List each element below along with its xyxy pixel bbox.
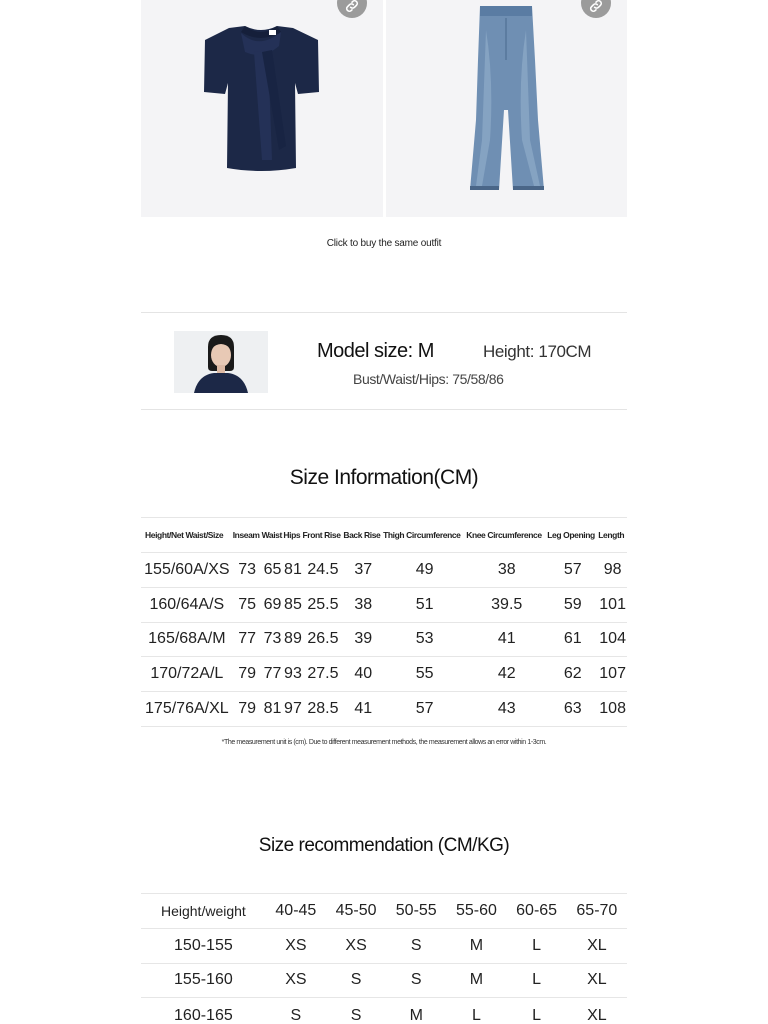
table-cell: 65 (262, 553, 284, 588)
table-cell: 37 (343, 553, 383, 588)
table-cell: XS (266, 928, 326, 963)
table-cell: 73 (233, 553, 262, 588)
product-card-jeans[interactable] (386, 0, 628, 217)
table-cell: 165/68A/M (141, 622, 233, 657)
table-cell: 24.5 (303, 553, 344, 588)
table-cell: 53 (383, 622, 466, 657)
table-row (141, 998, 627, 1024)
table-cell: 57 (547, 553, 598, 588)
model-size: Model size: M (317, 340, 434, 362)
table-row (141, 553, 627, 588)
table-cell: 155-160 (141, 963, 266, 998)
reco-table-header (141, 894, 627, 929)
header-cell: 50-55 (386, 894, 446, 929)
header-cell: Thigh Circumference (383, 518, 466, 553)
table-cell: 41 (343, 692, 383, 727)
table-row (141, 657, 627, 692)
table-cell: 97 (283, 692, 302, 727)
model-info (141, 312, 627, 410)
table-cell: 39 (343, 622, 383, 657)
table-cell: L (446, 998, 506, 1024)
table-cell: 150-155 (141, 928, 266, 963)
size-information-title: Size Information(CM) (289, 466, 479, 489)
table-cell: 39.5 (466, 587, 547, 622)
table-cell: L (507, 998, 567, 1024)
table-cell: 73 (262, 622, 284, 657)
table-cell: L (507, 963, 567, 998)
table-cell: 104 (598, 622, 627, 657)
header-cell: Front Rise (303, 518, 344, 553)
tshirt-image (141, 0, 382, 217)
table-cell: 38 (343, 587, 383, 622)
size-table-header (141, 518, 627, 553)
table-cell: 81 (262, 692, 284, 727)
table-cell: S (386, 963, 446, 998)
size-recommendation-table (141, 893, 627, 1024)
table-cell: 63 (547, 692, 598, 727)
table-cell: 79 (233, 657, 262, 692)
table-cell: 41 (466, 622, 547, 657)
table-cell: 55 (383, 657, 466, 692)
table-cell: 170/72A/L (141, 657, 233, 692)
table-cell: 77 (262, 657, 284, 692)
outfit-products (141, 0, 627, 217)
table-row (141, 622, 627, 657)
table-cell: 61 (547, 622, 598, 657)
table-cell: XL (567, 928, 627, 963)
table-cell: 62 (547, 657, 598, 692)
jeans-image (386, 0, 627, 217)
header-cell: 45-50 (326, 894, 386, 929)
table-cell: M (446, 963, 506, 998)
table-cell: 25.5 (303, 587, 344, 622)
header-cell: 40-45 (266, 894, 326, 929)
table-cell: 40 (343, 657, 383, 692)
table-cell: 43 (466, 692, 547, 727)
table-cell: 155/60A/XS (141, 553, 233, 588)
table-cell: 49 (383, 553, 466, 588)
table-cell: 57 (383, 692, 466, 727)
model-measurements: Bust/Waist/Hips: 75/58/86 (353, 371, 504, 387)
table-cell: 69 (262, 587, 284, 622)
size-information-table (141, 517, 627, 727)
table-cell: 59 (547, 587, 598, 622)
table-cell: 38 (466, 553, 547, 588)
table-cell: M (446, 928, 506, 963)
table-cell: 28.5 (303, 692, 344, 727)
header-cell: 60-65 (507, 894, 567, 929)
table-cell: 27.5 (303, 657, 344, 692)
table-cell: XL (567, 963, 627, 998)
table-cell: 160/64A/S (141, 587, 233, 622)
table-cell: 93 (283, 657, 302, 692)
model-height: Height: 170CM (483, 342, 592, 361)
table-cell: S (326, 963, 386, 998)
header-cell: Length (598, 518, 627, 553)
header-cell: Leg Opening (547, 518, 598, 553)
table-cell: 160-165 (141, 998, 266, 1024)
header-cell: Height/weight (141, 894, 266, 929)
table-row (141, 963, 627, 998)
model-photo (174, 331, 268, 393)
table-cell: XS (326, 928, 386, 963)
table-cell: 85 (283, 587, 302, 622)
size-recommendation-title: Size recommendation (CM/KG) (258, 835, 510, 856)
table-cell: 89 (283, 622, 302, 657)
table-cell: 79 (233, 692, 262, 727)
header-cell: Hips (283, 518, 302, 553)
table-cell: 75 (233, 587, 262, 622)
header-cell: Back Rise (343, 518, 383, 553)
table-cell: 107 (598, 657, 627, 692)
measurement-note: *The measurement unit is (cm). Due to different measurement methods, the measurement allows an error within 1-3cm. (221, 739, 547, 746)
table-row (141, 928, 627, 963)
table-row (141, 587, 627, 622)
table-cell: M (386, 998, 446, 1024)
table-cell: 175/76A/XL (141, 692, 233, 727)
product-card-tshirt[interactable] (141, 0, 383, 217)
header-cell: Height/Net Waist/Size (141, 518, 233, 553)
table-row (141, 692, 627, 727)
table-cell: S (266, 998, 326, 1024)
table-cell: XS (266, 963, 326, 998)
table-cell: 98 (598, 553, 627, 588)
header-cell: Knee Circumference (466, 518, 547, 553)
table-cell: 108 (598, 692, 627, 727)
header-cell: 65-70 (567, 894, 627, 929)
table-cell: 26.5 (303, 622, 344, 657)
table-cell: 101 (598, 587, 627, 622)
table-cell: 77 (233, 622, 262, 657)
table-cell: S (326, 998, 386, 1024)
table-cell: 81 (283, 553, 302, 588)
header-cell: Waist (262, 518, 284, 553)
table-cell: 42 (466, 657, 547, 692)
header-cell: 55-60 (446, 894, 506, 929)
table-cell: 51 (383, 587, 466, 622)
table-cell: XL (567, 998, 627, 1024)
table-cell: S (386, 928, 446, 963)
table-cell: L (507, 928, 567, 963)
buy-same-outfit-link[interactable]: Click to buy the same outfit (326, 238, 442, 249)
header-cell: Inseam (233, 518, 262, 553)
